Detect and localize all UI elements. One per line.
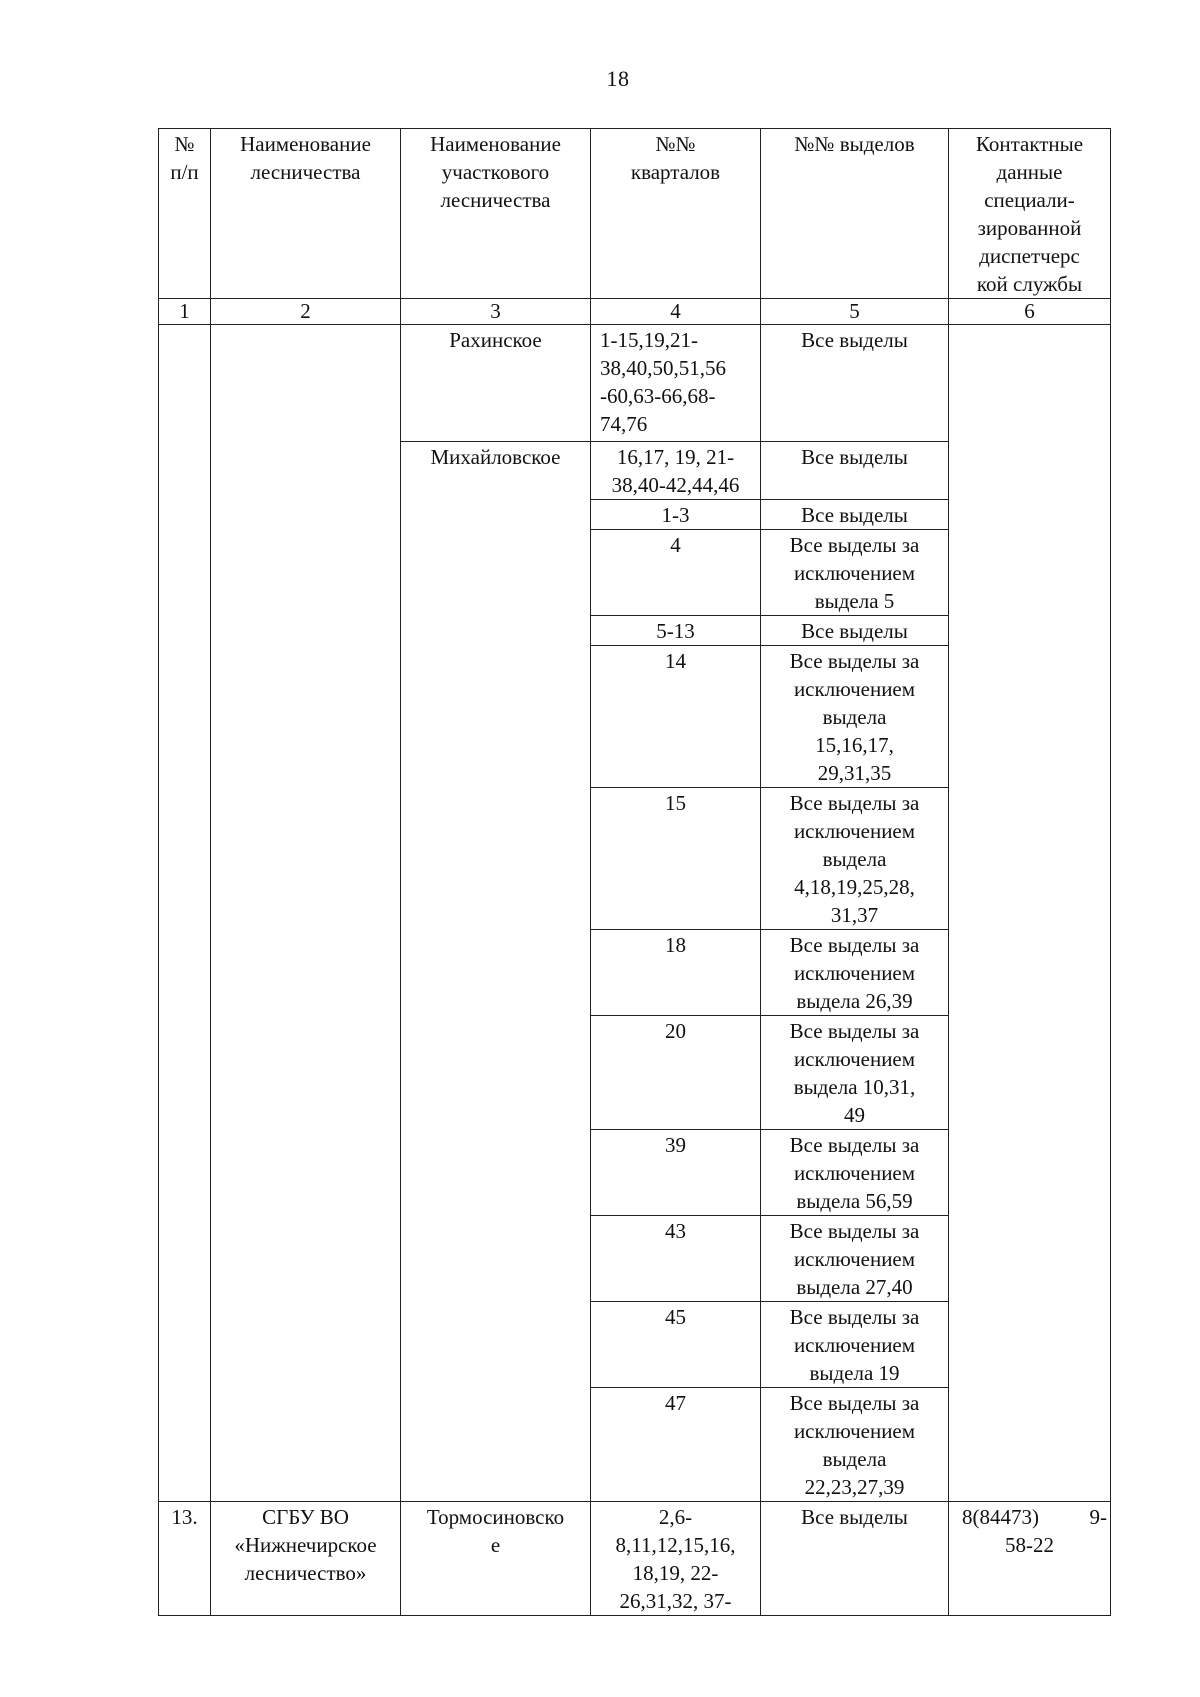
district-cell: Рахинское <box>401 325 591 442</box>
plots-cell: Все выделы за исключением выдела 56,59 <box>761 1130 949 1216</box>
plots-cell: Все выделы за исключением выдела 5 <box>761 530 949 616</box>
table-row <box>159 1502 1111 1616</box>
column-number: 6 <box>949 299 1111 325</box>
district-cell: Тормосиновско е <box>401 1502 591 1616</box>
column-number: 2 <box>211 299 401 325</box>
plots-cell: Все выделы <box>761 1502 949 1616</box>
contact-cell <box>949 1502 1111 1616</box>
contact-phone-rest: 58-22 <box>1005 1533 1054 1557</box>
plots-cell: Все выделы <box>761 616 949 646</box>
plots-cell: Все выделы за исключением выдела 10,31, 49 <box>761 1016 949 1130</box>
table-row <box>159 325 1111 442</box>
quarters-cell: 39 <box>591 1130 761 1216</box>
header-col-number: № п/п <box>159 129 211 299</box>
forestry-cell <box>211 325 401 1502</box>
plots-cell: Все выделы за исключением выдела 15,16,17, 29,31,35 <box>761 646 949 788</box>
plots-cell: Все выделы за исключением выдела 22,23,27,39 <box>761 1388 949 1502</box>
row-number-cell <box>159 325 211 1502</box>
quarters-cell: 1-3 <box>591 500 761 530</box>
header-col-forestry: Наименование лесничества <box>211 129 401 299</box>
quarters-cell: 15 <box>591 788 761 930</box>
contact-cell <box>949 325 1111 1502</box>
quarters-cell: 14 <box>591 646 761 788</box>
quarters-cell: 45 <box>591 1302 761 1388</box>
contact-phone-code: 8(84473) <box>962 1505 1039 1529</box>
forestry-cell: СГБУ ВО «Нижнечирское лесничество» <box>211 1502 401 1616</box>
quarters-cell: 20 <box>591 1016 761 1130</box>
district-cell: Михайловское <box>401 442 591 1502</box>
contact-phone-line <box>952 1503 1107 1531</box>
column-number-row <box>159 299 1111 325</box>
quarters-cell: 2,6- 8,11,12,15,16, 18,19, 22- 26,31,32, 37- <box>591 1502 761 1616</box>
column-number: 3 <box>401 299 591 325</box>
table-header-row <box>159 129 1111 299</box>
plots-cell: Все выделы <box>761 325 949 442</box>
quarters-cell: 43 <box>591 1216 761 1302</box>
header-col-quarters: №№ кварталов <box>591 129 761 299</box>
quarters-cell: 18 <box>591 930 761 1016</box>
plots-cell: Все выделы за исключением выдела 27,40 <box>761 1216 949 1302</box>
row-number-cell: 13. <box>159 1502 211 1616</box>
plots-cell: Все выделы <box>761 442 949 500</box>
quarters-cell: 5-13 <box>591 616 761 646</box>
plots-cell: Все выделы за исключением выдела 19 <box>761 1302 949 1388</box>
column-number: 4 <box>591 299 761 325</box>
plots-cell: Все выделы за исключением выдела 26,39 <box>761 930 949 1016</box>
quarters-cell: 4 <box>591 530 761 616</box>
contact-phone-part: 9- <box>1089 1505 1107 1529</box>
quarters-cell: 16,17, 19, 21- 38,40-42,44,46 <box>591 442 761 500</box>
forestry-table <box>158 128 1111 1616</box>
plots-cell: Все выделы <box>761 500 949 530</box>
column-number: 5 <box>761 299 949 325</box>
header-col-contacts: Контактные данные специали- зированной диспетчерс кой службы <box>949 129 1111 299</box>
header-col-plots: №№ выделов <box>761 129 949 299</box>
quarters-cell: 1-15,19,21- 38,40,50,51,56 -60,63-66,68- 74,76 <box>591 325 761 442</box>
plots-cell: Все выделы за исключением выдела 4,18,19,25,28, 31,37 <box>761 788 949 930</box>
page-number: 18 <box>606 66 630 91</box>
quarters-cell: 47 <box>591 1388 761 1502</box>
column-number: 1 <box>159 299 211 325</box>
header-col-district: Наименование участкового лесничества <box>401 129 591 299</box>
